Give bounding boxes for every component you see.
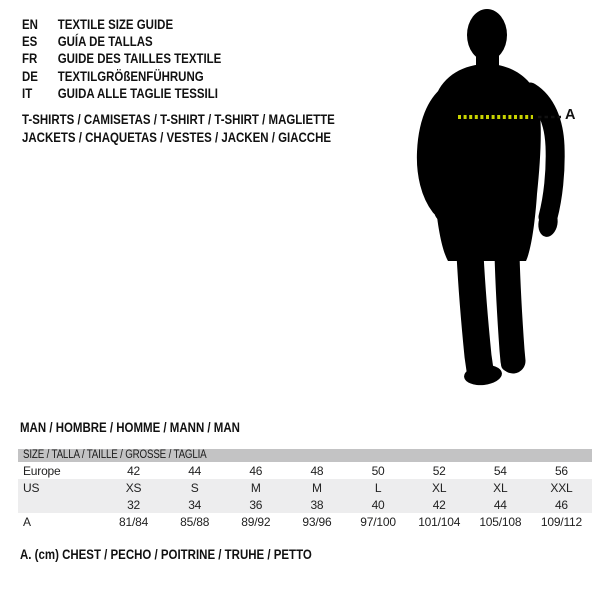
size-value: 38 xyxy=(310,497,324,512)
language-label: GUIDA ALLE TAGLIE TESSILI xyxy=(57,85,218,101)
size-value: 36 xyxy=(249,497,263,512)
man-silhouette-figure xyxy=(402,4,572,400)
size-value: 101/104 xyxy=(418,514,461,529)
language-row xyxy=(22,68,221,85)
language-row xyxy=(22,50,221,67)
size-value: XXL xyxy=(550,480,573,495)
size-value: 32 xyxy=(127,497,141,512)
language-label: TEXTILGRÖßENFÜHRUNG xyxy=(57,68,204,84)
size-value: 54 xyxy=(493,463,507,478)
size-value: XL xyxy=(493,480,508,495)
size-value: 46 xyxy=(554,497,568,512)
size-value: 93/96 xyxy=(302,514,332,529)
section-title-text: MAN / HOMBRE / HOMME / MANN / MAN xyxy=(20,420,240,435)
category-line: T-SHIRTS / CAMISETAS / T-SHIRT / T-SHIRT / MAGLIETTE xyxy=(22,112,335,127)
size-value: 89/92 xyxy=(241,514,271,529)
size-value: 48 xyxy=(310,463,324,478)
language-code: FR xyxy=(22,51,38,67)
language-list xyxy=(22,16,221,102)
language-label: GUIDE DES TAILLES TEXTILE xyxy=(57,51,222,67)
measure-letter: A xyxy=(565,107,576,123)
size-value: 42 xyxy=(432,497,446,512)
table-row-us xyxy=(18,479,592,496)
language-code: EN xyxy=(22,17,38,32)
size-value: M xyxy=(250,480,261,495)
language-label: GUÍA DE TALLAS xyxy=(57,34,153,50)
measurement-footnote-text: A. (cm) CHEST / PECHO / POITRINE / TRUHE / PETTO xyxy=(20,547,312,562)
size-value: 85/88 xyxy=(180,514,210,529)
size-value: 40 xyxy=(371,497,385,512)
size-value: 44 xyxy=(188,463,202,478)
size-value: M xyxy=(312,480,322,495)
language-row xyxy=(22,33,221,50)
man-silhouette xyxy=(426,9,560,387)
category-line: JACKETS / CHAQUETAS / VESTES / JACKEN / GIACCHE xyxy=(22,129,332,145)
size-table-header-text: SIZE / TALLA / TAILLE / GRÖSSE / TAGLIA xyxy=(23,449,207,461)
size-value: L xyxy=(374,480,382,495)
size-value: 52 xyxy=(432,463,446,478)
size-value: XL xyxy=(432,480,447,495)
measurement-footnote xyxy=(20,547,363,562)
row-label: Europe xyxy=(23,463,61,478)
size-value: 109/112 xyxy=(540,514,582,529)
size-value: 34 xyxy=(188,497,202,512)
size-value: 44 xyxy=(493,497,507,512)
size-value: 42 xyxy=(127,463,141,478)
table-row-europe xyxy=(18,462,592,479)
language-row xyxy=(22,16,221,33)
language-code: IT xyxy=(22,85,33,101)
size-value: S xyxy=(190,480,199,495)
category-list xyxy=(22,111,335,146)
size-value: 97/100 xyxy=(360,514,396,529)
size-value: 105/108 xyxy=(479,514,522,529)
size-value: 46 xyxy=(249,463,263,478)
section-title-man xyxy=(20,420,279,435)
row-label: A xyxy=(23,514,31,529)
size-value: 50 xyxy=(371,463,385,478)
table-row-us-numeric xyxy=(18,496,592,513)
language-row xyxy=(22,85,221,102)
size-table-header xyxy=(18,449,592,462)
size-value: XS xyxy=(125,480,142,495)
size-value: 81/84 xyxy=(119,514,149,529)
row-label: US xyxy=(23,480,40,495)
language-label: TEXTILE SIZE GUIDE xyxy=(57,17,174,32)
size-value: 56 xyxy=(554,463,568,478)
language-code: ES xyxy=(22,34,38,50)
language-code: DE xyxy=(22,68,38,84)
table-row-chest-cm xyxy=(18,513,592,530)
size-table xyxy=(18,449,592,530)
